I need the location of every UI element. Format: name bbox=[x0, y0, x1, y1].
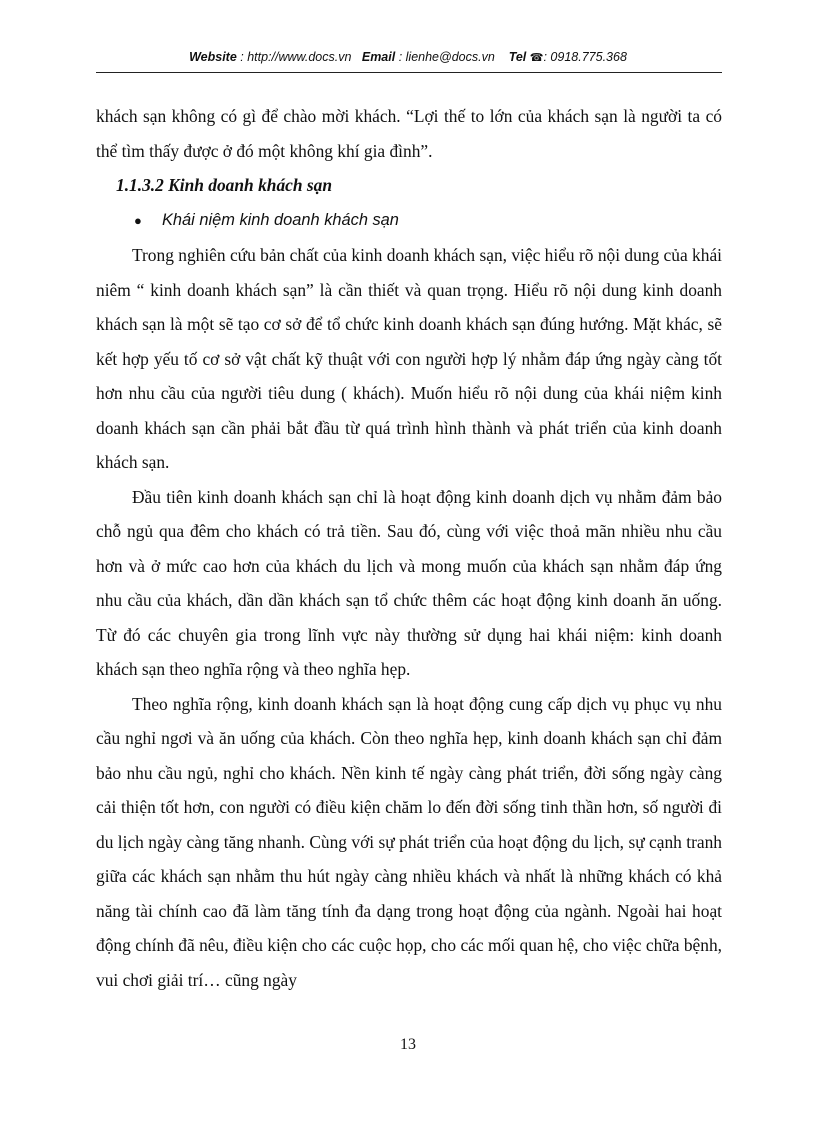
section-heading: 1.1.3.2 Kinh doanh khách sạn bbox=[116, 175, 333, 195]
paragraph-broad-narrow: Theo nghĩa rộng, kinh doanh khách sạn là hoạt động cung cấp dịch vụ phục vụ nhu cầu nghỉ ngơi và ăn uống của khách. Còn theo nghĩa hẹp, kinh doanh khách sạn chỉ đảm bảo nhu cầu ngủ, nghỉ cho khách. Nền kinh tế ngày càng phát triển, đời sống ngày càng cải thiện tốt hơn, con người có điều kiện chăm lo đến đời sống tinh thần hơn, số người đi du lịch ngày càng tăng nhanh. Cùng với sự phát triển của hoạt động du lịch, sự cạnh tranh giữa các khách sạn nhằm thu hút ngày càng nhiều khách và nhất là những khách có khả năng tài chính cao đã làm tăng tính đa dạng trong hoạt động của ngành. Ngoài hai hoạt động chính đã nêu, điều kiện cho các cuộc họp, cho các mối quan hệ, cho việc chữa bệnh, vui chơi giải trí… cũng ngày bbox=[96, 693, 722, 990]
bullet-item bbox=[96, 203, 722, 239]
document-body bbox=[96, 99, 722, 997]
bullet-dot-icon: ● bbox=[134, 212, 142, 228]
header-divider bbox=[96, 72, 722, 73]
bullet-text: Khái niệm kinh doanh khách sạn bbox=[162, 210, 399, 229]
website-value: : http://www.docs.vn bbox=[240, 50, 352, 64]
page-header bbox=[0, 50, 816, 64]
phone-icon: ☎ bbox=[529, 52, 544, 64]
website-label: Website bbox=[189, 50, 237, 64]
paragraph-continuation: khách sạn không có gì để chào mời khách. “Lợi thế to lớn của khách sạn là người ta có thể tìm thấy được ở đó một không khí gia đình”. bbox=[96, 106, 722, 161]
tel-value: : 0918.775.368 bbox=[543, 50, 627, 64]
email-value: : lienhe@docs.vn bbox=[398, 50, 495, 64]
paragraph-definition: Trong nghiên cứu bản chất của kinh doanh khách sạn, việc hiểu rõ nội dung của khái niêm “ kinh doanh khách sạn” là cần thiết và quan trọng. Hiểu rõ nội dung kinh doanh khách sạn là một sẽ tạo cơ sở để tổ chức kinh doanh khách sạn đúng hướng. Mặt khác, sẽ kết hợp yếu tố cơ sở vật chất kỹ thuật với con người hợp lý nhằm đáp ứng ngày càng tốt hơn nhu cầu của người tiêu dung ( khách). Muốn hiểu rõ nội dung của khái niệm kinh doanh khách sạn cần phải bắt đầu từ quá trình hình thành và phát triển của kinh doanh khách sạn. bbox=[96, 245, 722, 472]
page-number: 13 bbox=[400, 1036, 416, 1053]
paragraph-history: Đầu tiên kinh doanh khách sạn chỉ là hoạt động kinh doanh dịch vụ nhằm đảm bảo chỗ ngủ qua đêm cho khách có trả tiền. Sau đó, cùng với việc thoả mãn nhiều nhu cầu hơn và ở mức cao hơn của khách du lịch và mong muốn của khách sạn nhằm đáp ứng nhu cầu của khách, dần dần khách sạn tổ chức thêm các hoạt động kinh doanh ăn uống. Từ đó các chuyên gia trong lĩnh vực này thường sử dụng hai khái niệm: kinh doanh khách sạn theo nghĩa rộng và theo nghĩa hẹp. bbox=[96, 486, 722, 679]
email-label: Email bbox=[361, 50, 396, 64]
tel-label: Tel bbox=[508, 50, 527, 64]
